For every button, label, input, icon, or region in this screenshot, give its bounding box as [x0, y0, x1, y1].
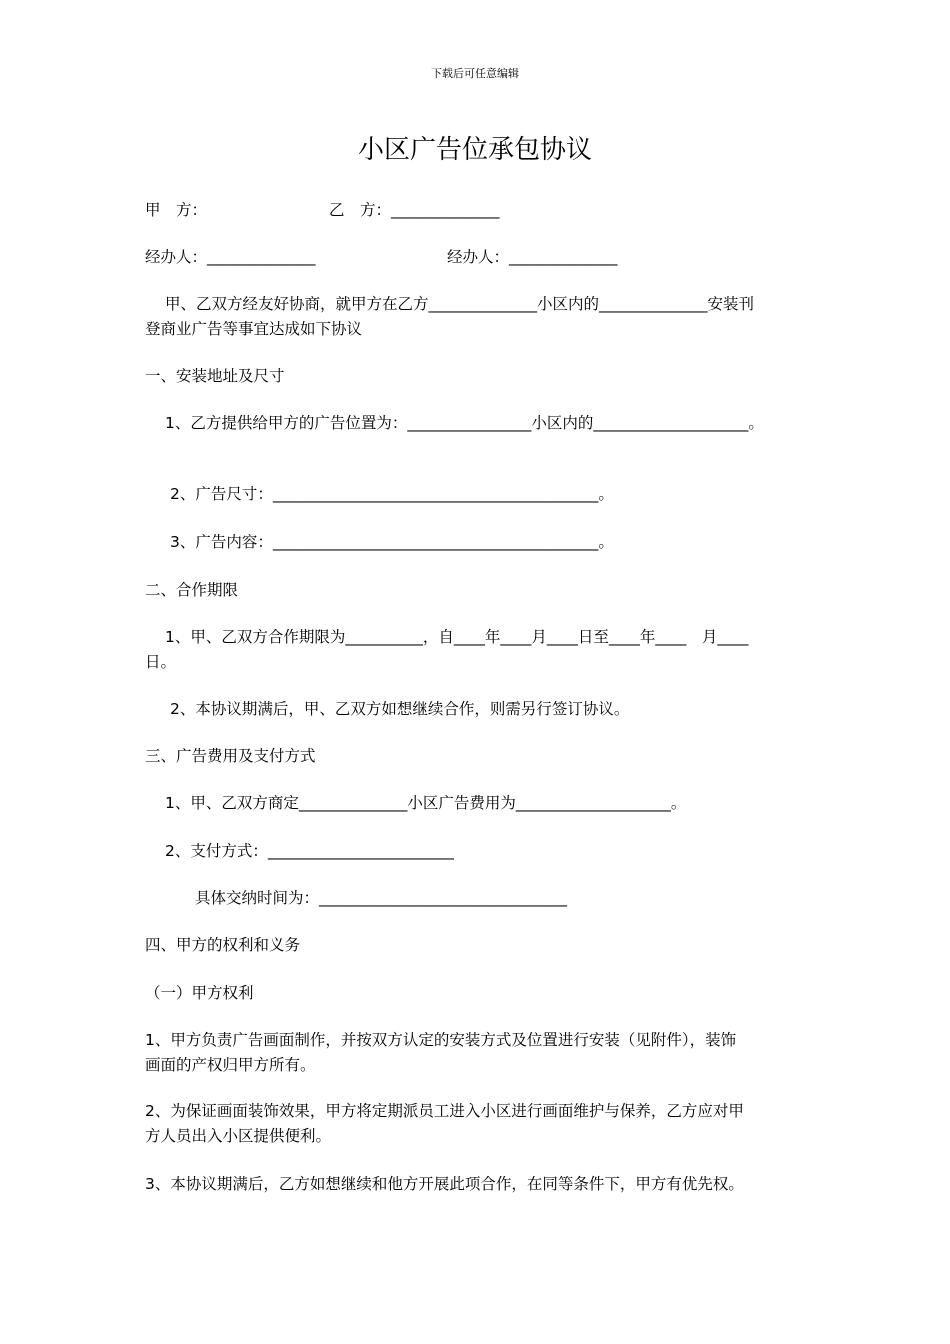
download-note: 下载后可任意编辑	[431, 67, 519, 80]
section-2-item-2: 2、本协议期满后，甲、乙双方如想继续合作，则需另行签订协议。	[170, 700, 630, 718]
intro-line-1: 甲、乙双方经友好协商，就甲方在乙方______________小区内的______________安装刊	[165, 295, 755, 313]
section-1-heading: 一、安装地址及尺寸	[145, 367, 285, 385]
section-4-item-3: 3、本协议期满后，乙方如想继续和他方开展此项合作，在同等条件下，甲方有优先权。	[145, 1175, 744, 1193]
section-2-item-1-line-2: 日。	[145, 653, 177, 671]
section-2-item-1-line-1: 1、甲、乙双方合作期限为__________，自____年____月____日至____年____ 月____	[165, 628, 749, 646]
party-a-label: 甲 方：	[145, 201, 208, 219]
section-3-item-1: 1、甲、乙双方商定______________小区广告费用为____________________。	[165, 794, 687, 812]
section-1-item-1: 1、乙方提供给甲方的广告位置为：________________小区内的____________________。	[165, 414, 764, 432]
section-3-heading: 三、广告费用及支付方式	[145, 747, 316, 765]
section-3-item-2: 2、支付方式：________________________	[165, 842, 454, 860]
section-4-heading: 四、甲方的权利和义务	[145, 936, 301, 954]
section-4-item-2-line-1: 2、为保证画面装饰效果，甲方将定期派员工进入小区进行画面维护与保养，乙方应对甲	[145, 1102, 744, 1120]
section-4-item-2-line-2: 方人员出入小区提供便利。	[145, 1127, 332, 1145]
agent-a-field: 经办人：______________	[145, 248, 316, 266]
section-4-item-1-line-1: 1、甲方负责广告画面制作，并按双方认定的安装方式及位置进行安装（见附件），装饰	[145, 1031, 737, 1049]
section-4-item-1-line-2: 画面的产权归甲方所有。	[145, 1056, 316, 1074]
section-4-subheading-rights: （一）甲方权利	[145, 984, 254, 1002]
agent-b-field: 经办人：______________	[447, 248, 618, 266]
intro-line-2: 登商业广告等事宜达成如下协议	[145, 320, 363, 338]
section-3-item-2-payment-time: 具体交纳时间为：________________________________	[195, 889, 568, 907]
party-b-field: 乙 方：______________	[329, 201, 500, 219]
section-1-item-2: 2、广告尺寸：__________________________________________。	[170, 485, 614, 503]
section-2-heading: 二、合作期限	[145, 581, 239, 599]
document-title: 小区广告位承包协议	[357, 135, 592, 165]
section-1-item-3: 3、广告内容：__________________________________________。	[170, 533, 614, 551]
